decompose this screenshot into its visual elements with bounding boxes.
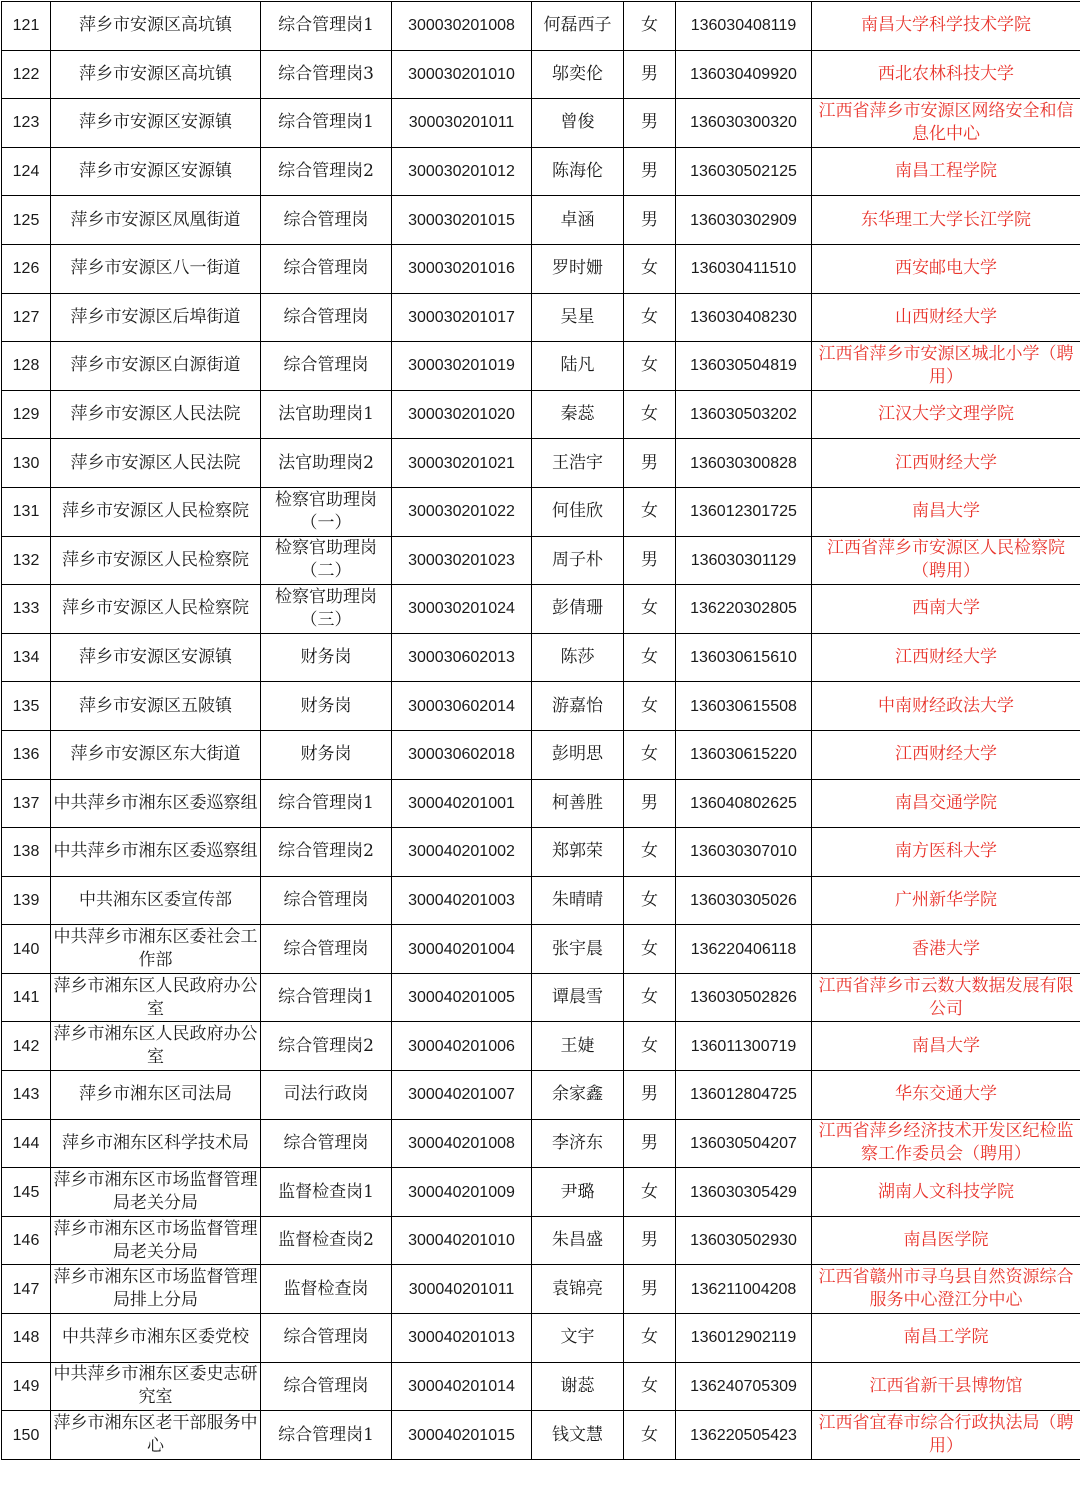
candidate-name: 李济东 [532,1119,624,1168]
employer-unit: 萍乡市安源区安源镇 [51,99,261,148]
position-code: 300030201024 [392,585,532,634]
candidate-name: 陆凡 [532,342,624,391]
table-row [2,1216,1080,1265]
gender: 男 [624,536,676,585]
employer-unit: 萍乡市湘东区老干部服务中心 [51,1411,261,1460]
candidate-name: 王婕 [532,1022,624,1071]
employer-unit: 萍乡市湘东区市场监督管理局老关分局 [51,1216,261,1265]
candidate-name: 罗时姗 [532,244,624,293]
position-name: 综合管理岗 [261,196,392,245]
exam-ticket-number: 136211004208 [676,1265,812,1314]
school-or-employer: 西南大学 [812,585,1080,634]
school-or-employer: 江西省赣州市寻乌县自然资源综合服务中心澄江分中心 [812,1265,1080,1314]
gender: 男 [624,1265,676,1314]
row-number: 147 [2,1265,51,1314]
candidate-name: 尹璐 [532,1168,624,1217]
position-code: 300040201008 [392,1119,532,1168]
table-row [2,487,1080,536]
exam-ticket-number: 136040802625 [676,779,812,828]
school-or-employer: 江西省萍乡市安源区城北小学（聘用） [812,342,1080,391]
position-name: 法官助理岗2 [261,439,392,488]
position-code: 300030201017 [392,293,532,342]
gender: 女 [624,293,676,342]
employer-unit: 萍乡市安源区白源街道 [51,342,261,391]
position-code: 300030201022 [392,487,532,536]
table-row [2,973,1080,1022]
position-code: 300030201011 [392,99,532,148]
exam-ticket-number: 136030307010 [676,828,812,877]
table-row [2,293,1080,342]
school-or-employer: 江西省萍乡市安源区人民检察院（聘用） [812,536,1080,585]
table-row [2,99,1080,148]
candidate-name: 陈海伦 [532,147,624,196]
employer-unit: 中共萍乡市湘东区委党校 [51,1314,261,1363]
school-or-employer: 江西省萍乡市云数大数据发展有限公司 [812,973,1080,1022]
school-or-employer: 江西省宜春市综合行政执法局（聘用） [812,1411,1080,1460]
table-row [2,1119,1080,1168]
row-number: 121 [2,2,51,51]
position-name: 综合管理岗1 [261,973,392,1022]
exam-ticket-number: 136030504819 [676,342,812,391]
position-code: 300030201016 [392,244,532,293]
row-number: 135 [2,682,51,731]
candidate-name: 周子朴 [532,536,624,585]
school-or-employer: 江西财经大学 [812,633,1080,682]
table-row [2,682,1080,731]
table-row [2,147,1080,196]
candidate-name: 彭明思 [532,730,624,779]
row-number: 141 [2,973,51,1022]
table-row [2,779,1080,828]
position-code: 300040201010 [392,1216,532,1265]
candidate-name: 何磊西子 [532,2,624,51]
school-or-employer: 江汉大学文理学院 [812,390,1080,439]
candidate-name: 彭倩珊 [532,585,624,634]
school-or-employer: 南昌医学院 [812,1216,1080,1265]
school-or-employer: 南昌工程学院 [812,147,1080,196]
candidate-name: 吴星 [532,293,624,342]
position-code: 300040201006 [392,1022,532,1071]
employer-unit: 中共湘东区委宣传部 [51,876,261,925]
gender: 女 [624,487,676,536]
school-or-employer: 东华理工大学长江学院 [812,196,1080,245]
candidate-name: 朱昌盛 [532,1216,624,1265]
row-number: 128 [2,342,51,391]
employer-unit: 萍乡市安源区人民检察院 [51,487,261,536]
employer-unit: 萍乡市安源区人民检察院 [51,536,261,585]
candidate-name: 朱晴晴 [532,876,624,925]
position-name: 检察官助理岗（三） [261,585,392,634]
row-number: 122 [2,50,51,99]
position-name: 综合管理岗 [261,1314,392,1363]
position-code: 300040201013 [392,1314,532,1363]
row-number: 149 [2,1362,51,1411]
candidate-name: 谢蕊 [532,1362,624,1411]
employer-unit: 萍乡市安源区五陂镇 [51,682,261,731]
position-name: 财务岗 [261,633,392,682]
employer-unit: 萍乡市安源区人民法院 [51,390,261,439]
gender: 女 [624,682,676,731]
school-or-employer: 南方医科大学 [812,828,1080,877]
position-code: 300030602013 [392,633,532,682]
employer-unit: 萍乡市安源区东大街道 [51,730,261,779]
position-name: 检察官助理岗（一） [261,487,392,536]
employer-unit: 萍乡市湘东区司法局 [51,1071,261,1120]
table-row [2,1022,1080,1071]
position-code: 300040201004 [392,925,532,974]
school-or-employer: 南昌交通学院 [812,779,1080,828]
row-number: 143 [2,1071,51,1120]
row-number: 124 [2,147,51,196]
table-row [2,828,1080,877]
position-code: 300030201012 [392,147,532,196]
row-number: 138 [2,828,51,877]
exam-ticket-number: 136030300320 [676,99,812,148]
position-name: 综合管理岗1 [261,1411,392,1460]
employer-unit: 萍乡市安源区人民检察院 [51,585,261,634]
gender: 女 [624,585,676,634]
table-body [2,2,1080,1460]
table-row [2,925,1080,974]
exam-ticket-number: 136220302805 [676,585,812,634]
table-row [2,390,1080,439]
position-name: 综合管理岗1 [261,2,392,51]
candidate-name: 曾俊 [532,99,624,148]
gender: 女 [624,1314,676,1363]
exam-ticket-number: 136030301129 [676,536,812,585]
school-or-employer: 华东交通大学 [812,1071,1080,1120]
exam-ticket-number: 136030615220 [676,730,812,779]
exam-ticket-number: 136011300719 [676,1022,812,1071]
candidate-name: 卓涵 [532,196,624,245]
position-name: 监督检查岗 [261,1265,392,1314]
table-row [2,439,1080,488]
position-code: 300040201009 [392,1168,532,1217]
school-or-employer: 中南财经政法大学 [812,682,1080,731]
row-number: 127 [2,293,51,342]
gender: 女 [624,1168,676,1217]
row-number: 134 [2,633,51,682]
school-or-employer: 西北农林科技大学 [812,50,1080,99]
gender: 女 [624,390,676,439]
exam-ticket-number: 136220505423 [676,1411,812,1460]
row-number: 142 [2,1022,51,1071]
school-or-employer: 香港大学 [812,925,1080,974]
school-or-employer: 湖南人文科技学院 [812,1168,1080,1217]
exam-ticket-number: 136030408119 [676,2,812,51]
gender: 女 [624,244,676,293]
position-name: 综合管理岗1 [261,779,392,828]
employer-unit: 萍乡市安源区安源镇 [51,633,261,682]
employer-unit: 萍乡市安源区八一街道 [51,244,261,293]
employer-unit: 中共萍乡市湘东区委巡察组 [51,779,261,828]
position-code: 300040201001 [392,779,532,828]
employer-unit: 萍乡市安源区安源镇 [51,147,261,196]
gender: 男 [624,147,676,196]
row-number: 131 [2,487,51,536]
candidate-name: 钱文慧 [532,1411,624,1460]
exam-ticket-number: 136030615610 [676,633,812,682]
candidate-name: 袁锦亮 [532,1265,624,1314]
row-number: 144 [2,1119,51,1168]
candidate-name: 张宇晨 [532,925,624,974]
gender: 男 [624,779,676,828]
table-row [2,244,1080,293]
position-code: 300030602018 [392,730,532,779]
position-name: 综合管理岗2 [261,147,392,196]
position-code: 300030602014 [392,682,532,731]
row-number: 150 [2,1411,51,1460]
exam-ticket-number: 136030305026 [676,876,812,925]
row-number: 148 [2,1314,51,1363]
position-code: 300030201015 [392,196,532,245]
candidate-name: 余家鑫 [532,1071,624,1120]
school-or-employer: 江西省萍乡市安源区网络安全和信息化中心 [812,99,1080,148]
row-number: 123 [2,99,51,148]
exam-ticket-number: 136030409920 [676,50,812,99]
gender: 女 [624,973,676,1022]
position-name: 综合管理岗 [261,342,392,391]
gender: 男 [624,1119,676,1168]
exam-ticket-number: 136012301725 [676,487,812,536]
table-row [2,633,1080,682]
exam-ticket-number: 136030502930 [676,1216,812,1265]
candidate-name: 何佳欣 [532,487,624,536]
position-name: 综合管理岗2 [261,1022,392,1071]
table-row [2,585,1080,634]
employer-unit: 中共萍乡市湘东区委史志研究室 [51,1362,261,1411]
school-or-employer: 广州新华学院 [812,876,1080,925]
school-or-employer: 山西财经大学 [812,293,1080,342]
school-or-employer: 江西财经大学 [812,730,1080,779]
employer-unit: 萍乡市湘东区人民政府办公室 [51,973,261,1022]
exam-ticket-number: 136030615508 [676,682,812,731]
gender: 女 [624,828,676,877]
table-row [2,536,1080,585]
table-row [2,50,1080,99]
position-code: 300040201015 [392,1411,532,1460]
employer-unit: 萍乡市安源区人民法院 [51,439,261,488]
employer-unit: 中共萍乡市湘东区委巡察组 [51,828,261,877]
gender: 男 [624,196,676,245]
position-code: 300030201023 [392,536,532,585]
row-number: 129 [2,390,51,439]
gender: 女 [624,925,676,974]
exam-ticket-number: 136240705309 [676,1362,812,1411]
position-name: 检察官助理岗（二） [261,536,392,585]
position-name: 司法行政岗 [261,1071,392,1120]
candidate-name: 王浩宇 [532,439,624,488]
school-or-employer: 江西财经大学 [812,439,1080,488]
table-row [2,730,1080,779]
school-or-employer: 南昌工学院 [812,1314,1080,1363]
position-code: 300040201014 [392,1362,532,1411]
gender: 女 [624,633,676,682]
position-name: 综合管理岗 [261,876,392,925]
position-name: 财务岗 [261,682,392,731]
row-number: 125 [2,196,51,245]
exam-ticket-number: 136030502125 [676,147,812,196]
table-row [2,1168,1080,1217]
position-code: 300040201011 [392,1265,532,1314]
candidate-name: 秦蕊 [532,390,624,439]
row-number: 133 [2,585,51,634]
row-number: 132 [2,536,51,585]
employer-unit: 萍乡市安源区高坑镇 [51,2,261,51]
table-row [2,1071,1080,1120]
gender: 女 [624,2,676,51]
candidate-name: 郑郭荣 [532,828,624,877]
exam-ticket-number: 136030503202 [676,390,812,439]
gender: 男 [624,1071,676,1120]
employer-unit: 萍乡市安源区凤凰街道 [51,196,261,245]
gender: 女 [624,730,676,779]
position-code: 300040201005 [392,973,532,1022]
gender: 男 [624,439,676,488]
school-or-employer: 南昌大学 [812,487,1080,536]
table-row [2,876,1080,925]
table-row [2,342,1080,391]
candidate-name: 柯善胜 [532,779,624,828]
school-or-employer: 南昌大学科学技术学院 [812,2,1080,51]
gender: 女 [624,342,676,391]
row-number: 126 [2,244,51,293]
position-code: 300030201019 [392,342,532,391]
employer-unit: 萍乡市安源区后埠街道 [51,293,261,342]
position-name: 综合管理岗 [261,244,392,293]
gender: 男 [624,1216,676,1265]
position-name: 监督检查岗2 [261,1216,392,1265]
exam-ticket-number: 136012902119 [676,1314,812,1363]
exam-ticket-number: 136030300828 [676,439,812,488]
position-name: 综合管理岗1 [261,99,392,148]
row-number: 137 [2,779,51,828]
school-or-employer: 江西省新干县博物馆 [812,1362,1080,1411]
employer-unit: 中共萍乡市湘东区委社会工作部 [51,925,261,974]
candidate-name: 游嘉怡 [532,682,624,731]
position-name: 综合管理岗 [261,293,392,342]
position-code: 300030201010 [392,50,532,99]
employer-unit: 萍乡市安源区高坑镇 [51,50,261,99]
gender: 女 [624,1362,676,1411]
position-code: 300040201002 [392,828,532,877]
position-name: 综合管理岗 [261,1119,392,1168]
employer-unit: 萍乡市湘东区市场监督管理局老关分局 [51,1168,261,1217]
candidate-name: 文宇 [532,1314,624,1363]
exam-ticket-number: 136030504207 [676,1119,812,1168]
row-number: 139 [2,876,51,925]
position-name: 综合管理岗 [261,925,392,974]
table-row [2,1362,1080,1411]
gender: 女 [624,1022,676,1071]
school-or-employer: 西安邮电大学 [812,244,1080,293]
gender: 男 [624,50,676,99]
school-or-employer: 江西省萍乡经济技术开发区纪检监察工作委员会（聘用） [812,1119,1080,1168]
exam-ticket-number: 136030302909 [676,196,812,245]
row-number: 140 [2,925,51,974]
row-number: 136 [2,730,51,779]
candidate-name: 陈莎 [532,633,624,682]
table-row [2,2,1080,51]
gender: 女 [624,876,676,925]
exam-ticket-number: 136030408230 [676,293,812,342]
table-row [2,1265,1080,1314]
exam-ticket-number: 136220406118 [676,925,812,974]
position-code: 300030201008 [392,2,532,51]
position-name: 综合管理岗2 [261,828,392,877]
exam-ticket-number: 136012804725 [676,1071,812,1120]
candidate-name: 邬奕伦 [532,50,624,99]
employer-unit: 萍乡市湘东区人民政府办公室 [51,1022,261,1071]
exam-ticket-number: 136030305429 [676,1168,812,1217]
row-number: 145 [2,1168,51,1217]
position-code: 300040201003 [392,876,532,925]
exam-ticket-number: 136030411510 [676,244,812,293]
candidate-table [1,1,1080,1460]
employer-unit: 萍乡市湘东区市场监督管理局排上分局 [51,1265,261,1314]
table-row [2,196,1080,245]
position-code: 300030201021 [392,439,532,488]
exam-ticket-number: 136030502826 [676,973,812,1022]
position-name: 综合管理岗3 [261,50,392,99]
gender: 男 [624,99,676,148]
position-name: 监督检查岗1 [261,1168,392,1217]
position-name: 法官助理岗1 [261,390,392,439]
table-row [2,1314,1080,1363]
position-name: 综合管理岗 [261,1362,392,1411]
candidate-name: 谭晨雪 [532,973,624,1022]
gender: 女 [624,1411,676,1460]
school-or-employer: 南昌大学 [812,1022,1080,1071]
position-code: 300040201007 [392,1071,532,1120]
table-row [2,1411,1080,1460]
row-number: 130 [2,439,51,488]
position-code: 300030201020 [392,390,532,439]
employer-unit: 萍乡市湘东区科学技术局 [51,1119,261,1168]
row-number: 146 [2,1216,51,1265]
position-name: 财务岗 [261,730,392,779]
